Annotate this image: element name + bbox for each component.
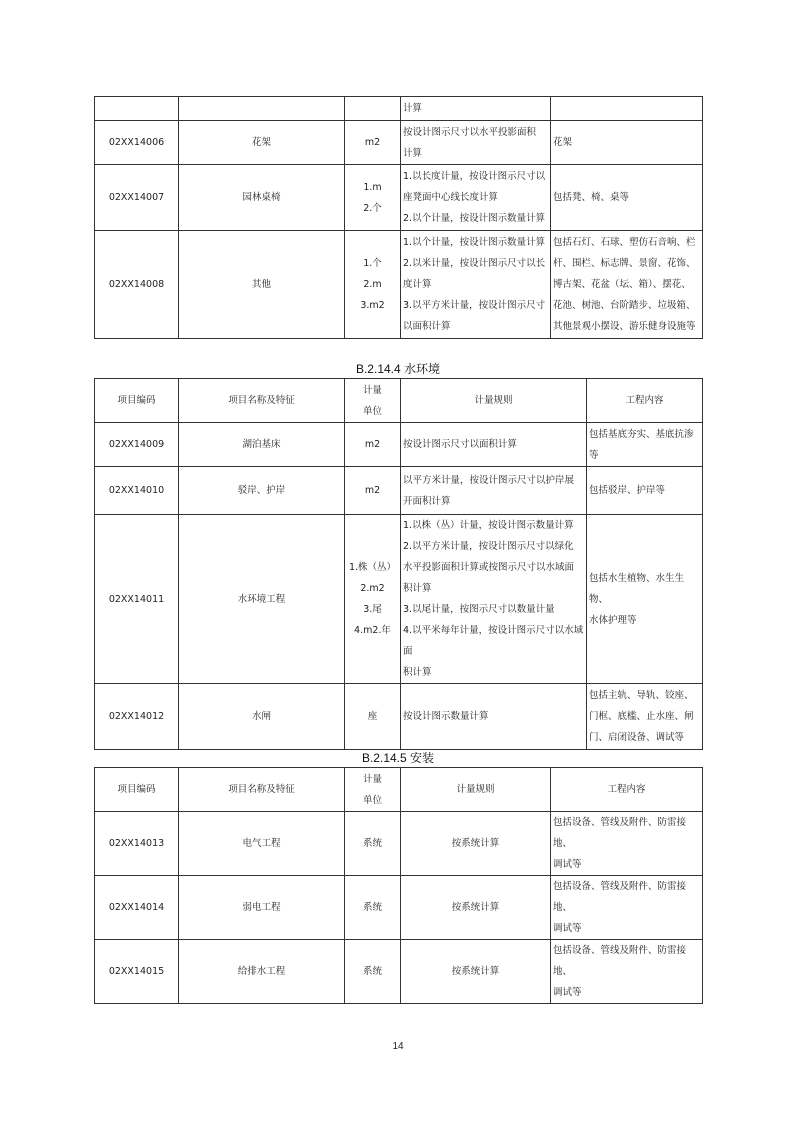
header-rule: 计量规则	[401, 768, 551, 812]
table-header-row	[95, 379, 703, 423]
header-content: 工程内容	[551, 768, 703, 812]
item-content: 花架	[551, 121, 703, 165]
table-row	[95, 467, 703, 515]
item-name: 其他	[179, 231, 345, 339]
item-code: 02XX14006	[95, 121, 179, 165]
table-greening-continued	[94, 96, 703, 339]
table-row	[95, 165, 703, 231]
item-unit: 系统	[345, 940, 401, 1004]
table-header-row	[95, 768, 703, 812]
item-rule: 按系统计算	[401, 876, 551, 940]
table-row	[95, 97, 703, 121]
table-row	[95, 231, 703, 339]
item-unit: 1.株（丛） 2.m2 3.尾 4.m2.年	[345, 515, 401, 684]
table-row	[95, 876, 703, 940]
item-content: 包括基底夯实、基底抗渗 等	[587, 423, 703, 467]
table-row	[95, 121, 703, 165]
item-name	[179, 97, 345, 121]
item-content: 包括设备、管线及附件、防雷接地、 调试等	[551, 812, 703, 876]
item-rule: 按系统计算	[401, 812, 551, 876]
table-row	[95, 812, 703, 876]
item-code: 02XX14008	[95, 231, 179, 339]
item-name: 水闸	[179, 684, 345, 750]
item-rule: 按设计图示尺寸以水平投影面积 计算	[401, 121, 551, 165]
item-name: 驳岸、护岸	[179, 467, 345, 515]
item-rule: 计算	[401, 97, 551, 121]
header-unit: 计量 单位	[345, 379, 401, 423]
header-unit: 计量 单位	[345, 768, 401, 812]
item-code: 02XX14010	[95, 467, 179, 515]
item-content: 包括水生植物、水生生物、 水体护理等	[587, 515, 703, 684]
section-caption-installation: B.2.14.5 安装	[361, 751, 435, 765]
item-rule: 1.以个计量，按设计图示数量计算 2.以米计量，按设计图示尺寸以长 度计算 3.以平方米计量，按设计图示尺寸 以面积计算	[401, 231, 551, 339]
item-code: 02XX14011	[95, 515, 179, 684]
header-content: 工程内容	[587, 379, 703, 423]
item-unit: 1.个 2.m 3.m2	[345, 231, 401, 339]
item-content: 包括石灯、石球、塑仿石音响、栏 杆、围栏、标志牌、景窗、花饰、 博古架、花盆（坛、箱）、摆花、 花池、树池、台阶踏步、垃圾箱、 其他景观小摆设、游乐健身设施等	[551, 231, 703, 339]
table-water-environment	[94, 378, 703, 750]
item-unit: 系统	[345, 812, 401, 876]
section-caption-water: B.2.14.4 水环境	[355, 362, 441, 376]
item-rule: 按设计图示尺寸以面积计算	[401, 423, 587, 467]
table-row	[95, 515, 703, 684]
item-unit	[345, 97, 401, 121]
header-name: 项目名称及特征	[179, 768, 345, 812]
item-name: 电气工程	[179, 812, 345, 876]
item-unit: 1.m 2.个	[345, 165, 401, 231]
item-unit: 座	[345, 684, 401, 750]
item-code: 02XX14014	[95, 876, 179, 940]
item-code: 02XX14007	[95, 165, 179, 231]
item-unit: m2	[345, 121, 401, 165]
item-name: 花架	[179, 121, 345, 165]
table-row	[95, 423, 703, 467]
item-content: 包括设备、管线及附件、防雷接地、 调试等	[551, 940, 703, 1004]
item-rule: 按系统计算	[401, 940, 551, 1004]
header-code: 项目编码	[95, 768, 179, 812]
table-installation	[94, 767, 703, 1004]
page-number: 14	[392, 1041, 404, 1052]
item-code	[95, 97, 179, 121]
item-rule: 1.以株（丛）计量，按设计图示数量计算 2.以平方米计量，按设计图示尺寸以绿化 水平投影面积计算或按图示尺寸以水域面 积计算 3.以尾计量，按图示尺寸以数量计量 4.以平米每年计量，按设计图示尺寸以水域面 积计算	[401, 515, 587, 684]
item-code: 02XX14013	[95, 812, 179, 876]
item-rule: 1.以长度计量，按设计图示尺寸以 座凳面中心线长度计算 2.以个计量，按设计图示数量计算	[401, 165, 551, 231]
item-rule: 按设计图示数量计算	[401, 684, 587, 750]
item-name: 给排水工程	[179, 940, 345, 1004]
header-rule: 计量规则	[401, 379, 587, 423]
item-unit: m2	[345, 423, 401, 467]
item-name: 湖泊基床	[179, 423, 345, 467]
header-name: 项目名称及特征	[179, 379, 345, 423]
item-name: 园林桌椅	[179, 165, 345, 231]
item-name: 水环境工程	[179, 515, 345, 684]
item-content: 包括驳岸、护岸等	[587, 467, 703, 515]
table-row	[95, 684, 703, 750]
item-content: 包括主轨、导轨、铰座、 门框、底槛、止水座、闸 门、启闭设备、调试等	[587, 684, 703, 750]
item-code: 02XX14015	[95, 940, 179, 1004]
item-code: 02XX14009	[95, 423, 179, 467]
item-name: 弱电工程	[179, 876, 345, 940]
header-code: 项目编码	[95, 379, 179, 423]
item-content: 包括设备、管线及附件、防雷接地、 调试等	[551, 876, 703, 940]
item-unit: 系统	[345, 876, 401, 940]
item-rule: 以平方米计量，按设计图示尺寸以护岸展 开面积计算	[401, 467, 587, 515]
table-row	[95, 940, 703, 1004]
item-unit: m2	[345, 467, 401, 515]
item-content	[551, 97, 703, 121]
item-content: 包括凳、椅、桌等	[551, 165, 703, 231]
item-code: 02XX14012	[95, 684, 179, 750]
